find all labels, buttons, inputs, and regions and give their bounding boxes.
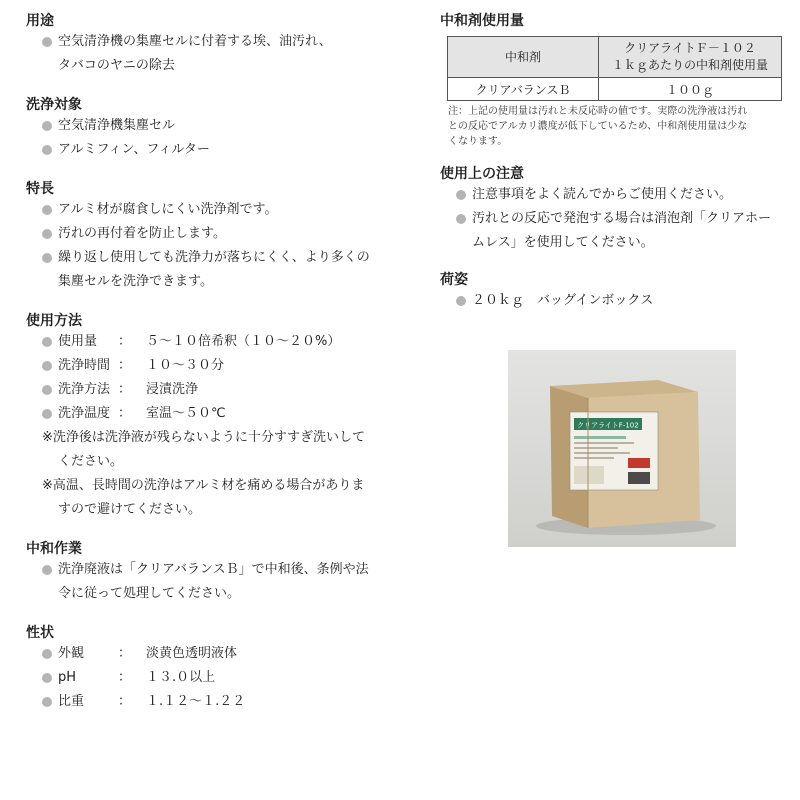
neutralize-heading: 中和作業 [26, 541, 82, 557]
caution-item-cont: ムレス」を使用してください。 [472, 235, 654, 250]
bullet-icon [42, 697, 52, 707]
bullet-icon [42, 673, 52, 683]
table-cell: クリアバランスＢ [448, 78, 599, 101]
bullet-icon [42, 385, 52, 395]
bullet-icon [42, 337, 52, 347]
features-heading: 特長 [26, 181, 54, 197]
neutralize-item-cont: 令に従って処理してください。 [58, 586, 241, 601]
caution-item: 注意事項をよく読んでからご使用ください。 [440, 183, 780, 207]
amount-heading: 中和剤使用量 [440, 13, 524, 29]
bullet-icon [42, 121, 52, 131]
bullet-icon [42, 229, 52, 239]
features-item: アルミ材が腐食しにくい洗浄剤です。 [26, 198, 406, 222]
features-item: 繰り返し使用しても洗浄力が落ちにくく、より多くの [26, 246, 406, 270]
bullet-icon [42, 649, 52, 659]
neutralizer-table [447, 36, 782, 101]
method-heading: 使用方法 [26, 313, 82, 329]
package-heading: 荷姿 [440, 272, 468, 288]
method-section [26, 312, 406, 522]
features-item-cont: 集塵セルを洗浄できます。 [58, 274, 213, 289]
bullet-icon [42, 205, 52, 215]
props-row: pH ： １３.０以上 [26, 666, 406, 690]
bullet-icon [42, 145, 52, 155]
bullet-icon [42, 361, 52, 371]
targets-heading: 洗浄対象 [26, 97, 82, 113]
neutralize-item: 洗浄廃液は「クリアバランスＢ」で中和後、条例や法 [26, 558, 406, 582]
caution-heading: 使用上の注意 [440, 166, 524, 182]
product-label-text: クリアライトF-102 [577, 421, 639, 430]
props-heading: 性状 [26, 625, 54, 641]
bullet-icon [456, 296, 466, 306]
neutralize-section [26, 540, 406, 606]
bullet-icon [456, 190, 466, 200]
props-row: 比重 ： １.１２～１.２２ [26, 690, 406, 714]
method-row: 洗浄時間 ： １０～３０分 [26, 354, 406, 378]
amount-section [440, 12, 780, 149]
usage-item-cont: タバコのヤニの除去 [58, 58, 175, 73]
bullet-icon [42, 409, 52, 419]
bullet-icon [42, 37, 52, 47]
table-cell: １００ｇ [599, 78, 782, 101]
features-section [26, 180, 406, 294]
bullet-icon [42, 253, 52, 263]
method-row: 洗浄温度 ： 室温～５０℃ [26, 402, 406, 426]
product-box-image [508, 350, 736, 547]
targets-section [26, 96, 406, 162]
targets-item: アルミフィン、フィルター [26, 138, 406, 162]
usage-heading: 用途 [26, 13, 54, 29]
bullet-icon [42, 565, 52, 575]
method-note: ※高温、長時間の洗浄はアルミ材を痛める場合がありま [42, 478, 365, 493]
right-column [440, 12, 780, 313]
table-header-cell: 中和剤 [448, 37, 599, 78]
method-note-cont: ください。 [58, 454, 124, 469]
package-item: ２０ｋｇ バッグインボックス [440, 289, 780, 313]
method-row: 洗浄方法 ： 浸漬洗浄 [26, 378, 406, 402]
package-section [440, 271, 780, 313]
table-row [448, 78, 782, 101]
bullet-icon [456, 214, 466, 224]
props-row: 外観 ： 淡黄色透明液体 [26, 642, 406, 666]
features-item: 汚れの再付着を防止します。 [26, 222, 406, 246]
usage-item: 空気清浄機の集塵セルに付着する埃、油汚れ、 [26, 30, 406, 54]
left-column [26, 12, 406, 714]
usage-section [26, 12, 406, 78]
table-header-cell: クリアライトＦ－１０２ １ｋｇあたりの中和剤使用量 [599, 37, 782, 78]
caution-section [440, 165, 780, 255]
targets-item: 空気清浄機集塵セル [26, 114, 406, 138]
method-row: 使用量 ： ５～１０倍希釈（１０～２０%） [26, 330, 406, 354]
props-section [26, 624, 406, 714]
product-photo [508, 350, 736, 547]
caution-item: 汚れとの反応で発泡する場合は消泡剤「クリアホー [440, 207, 780, 231]
method-note: ※洗浄後は洗浄液が残らないように十分すすぎ洗いして [42, 430, 366, 445]
method-note-cont: すので避けてください。 [58, 502, 202, 517]
table-note: 注：上記の使用量は汚れと未反応時の値です。実際の洗浄液は汚れ との反応でアルカリ濃度が低下しているため、中和剤使用量は少な くなります。 [448, 106, 748, 147]
